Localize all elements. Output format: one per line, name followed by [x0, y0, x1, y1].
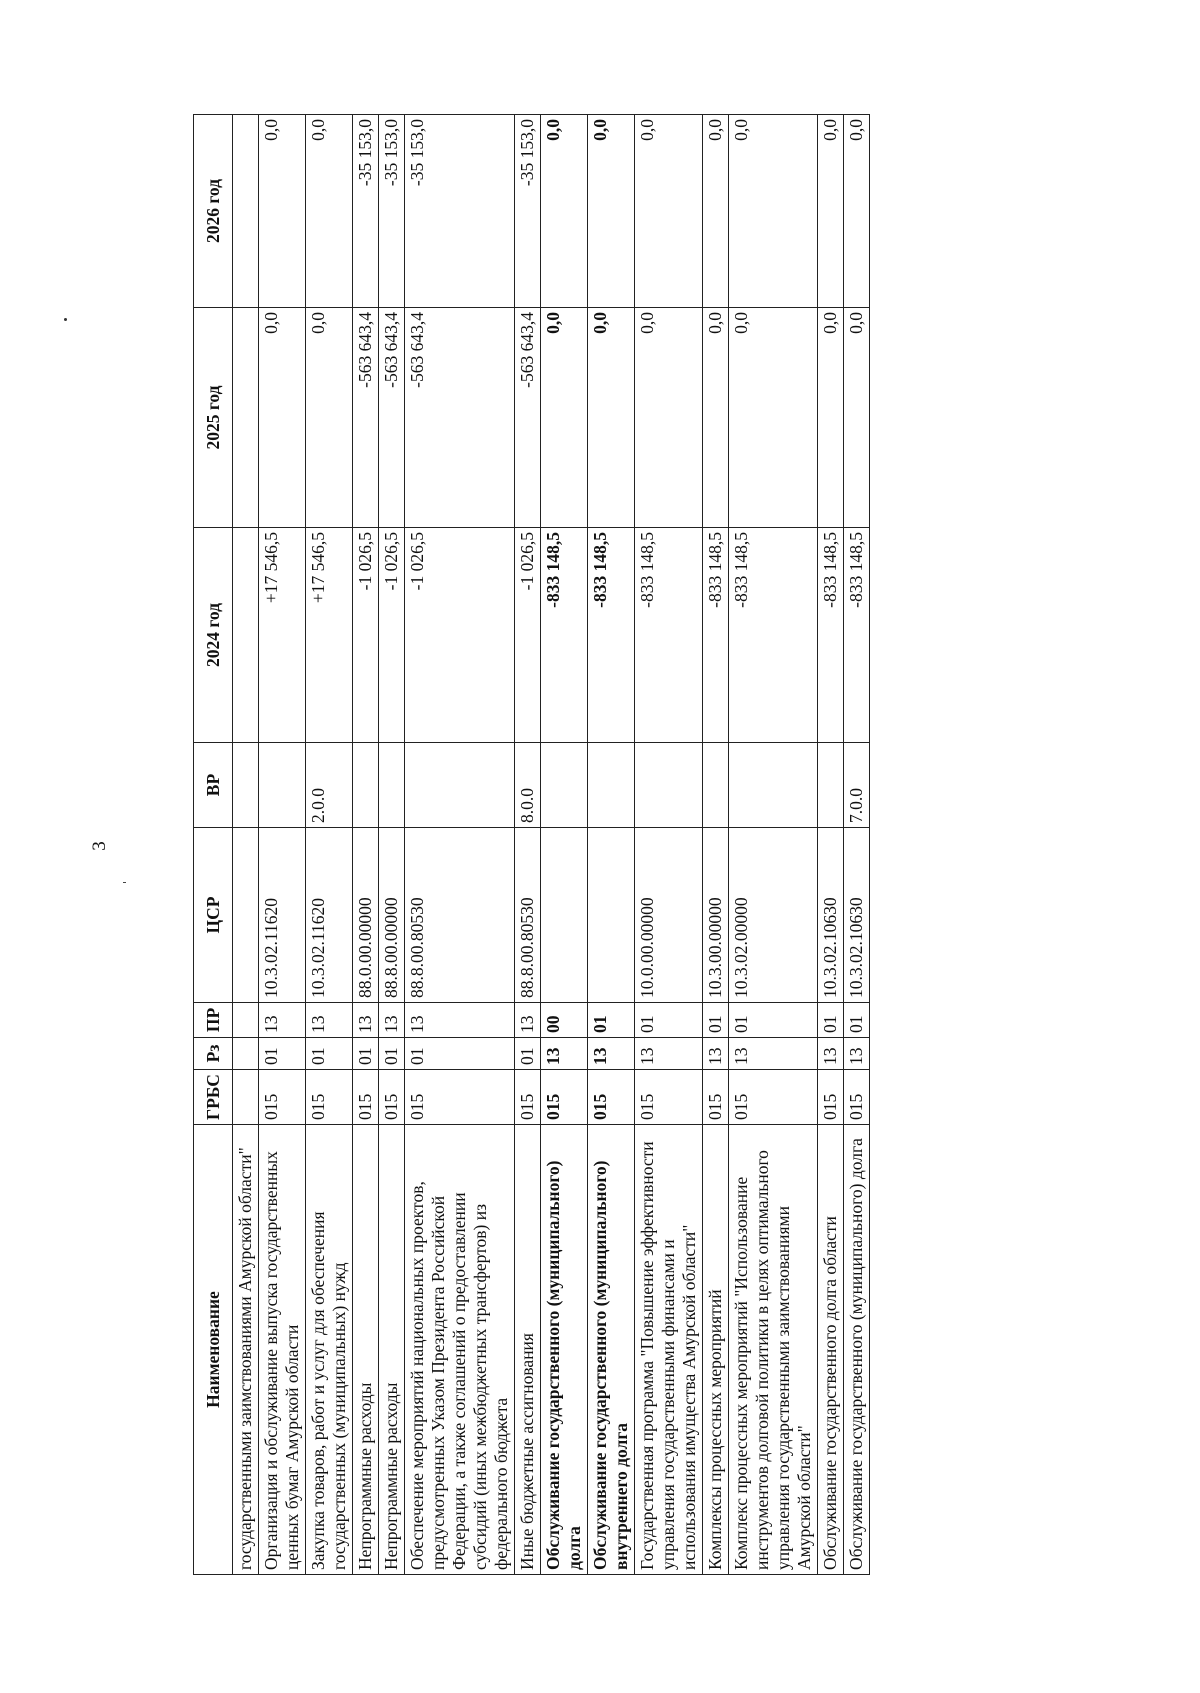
col-header-csr: ЦСР: [194, 828, 233, 1003]
cell-rz: 01: [306, 1038, 353, 1070]
cell-2026: -35 153,0: [379, 115, 405, 308]
cell-2026: -35 153,0: [405, 115, 515, 308]
cell-name: Комплексы процессных мероприятий: [703, 1125, 729, 1575]
cell-csr: 10.3.02.11620: [306, 828, 353, 1003]
cell-grbs: 015: [259, 1070, 306, 1125]
cell-pr: 01: [588, 1003, 635, 1038]
cell-2024: -1 026,5: [379, 528, 405, 743]
cell-2024: -833 148,5: [818, 528, 844, 743]
cell-2026: 0,0: [259, 115, 306, 308]
table-row: [515, 115, 541, 1575]
cell-csr: 88.0.00.00000: [353, 828, 379, 1003]
cell-name: государственными заимствованиями Амурской области": [233, 1125, 259, 1575]
cell-grbs: 015: [515, 1070, 541, 1125]
cell-vr: [588, 743, 635, 828]
cell-rz: [233, 1038, 259, 1070]
cell-vr: [729, 743, 818, 828]
cell-2025: 0,0: [541, 308, 588, 528]
cell-2024: -1 026,5: [405, 528, 515, 743]
table-row: [306, 115, 353, 1575]
cell-csr: 88.8.00.80530: [405, 828, 515, 1003]
cell-csr: [541, 828, 588, 1003]
table-row: [703, 115, 729, 1575]
table-row: [353, 115, 379, 1575]
table-row: [588, 115, 635, 1575]
cell-name: Обслуживание государственного (муниципального) внутреннего долга: [588, 1125, 635, 1575]
cell-2026: -35 153,0: [353, 115, 379, 308]
cell-csr: 10.3.02.10630: [844, 828, 870, 1003]
cell-csr: 10.3.02.10630: [818, 828, 844, 1003]
cell-2025: 0,0: [635, 308, 703, 528]
cell-2024: -833 148,5: [844, 528, 870, 743]
cell-name: Обеспечение мероприятий национальных проектов, предусмотренных Указом Президента Российской Федерации, а также соглашений о предоставлении субсидий (иных межбюджетных трансфертов) из федерального бюджета: [405, 1125, 515, 1575]
cell-csr: 10.3.02.11620: [259, 828, 306, 1003]
page-number: 3: [88, 841, 110, 851]
cell-grbs: 015: [703, 1070, 729, 1125]
cell-vr: [541, 743, 588, 828]
cell-name: Закупка товаров, работ и услуг для обеспечения государственных (муниципальных) нужд: [306, 1125, 353, 1575]
cell-2024: +17 546,5: [259, 528, 306, 743]
rotated-table-container: [193, 115, 1063, 1575]
cell-grbs: 015: [353, 1070, 379, 1125]
cell-vr: [259, 743, 306, 828]
cell-grbs: 015: [844, 1070, 870, 1125]
cell-pr: 01: [635, 1003, 703, 1038]
table-row: [405, 115, 515, 1575]
col-header-2024: 2024 год: [194, 528, 233, 743]
table-row: [844, 115, 870, 1575]
cell-pr: 13: [405, 1003, 515, 1038]
cell-2025: 0,0: [729, 308, 818, 528]
cell-rz: 01: [353, 1038, 379, 1070]
cell-pr: 01: [729, 1003, 818, 1038]
cell-2024: -1 026,5: [515, 528, 541, 743]
cell-vr: [818, 743, 844, 828]
cell-2026: [233, 115, 259, 308]
cell-vr: [379, 743, 405, 828]
table-row: [729, 115, 818, 1575]
cell-2026: 0,0: [818, 115, 844, 308]
cell-2025: 0,0: [588, 308, 635, 528]
cell-name: Непрограммные расходы: [379, 1125, 405, 1575]
cell-vr: [405, 743, 515, 828]
table-row: [541, 115, 588, 1575]
scan-speck: [64, 318, 67, 321]
col-header-grbs: ГРБС: [194, 1070, 233, 1125]
cell-rz: 13: [635, 1038, 703, 1070]
cell-name: Иные бюджетные ассигнования: [515, 1125, 541, 1575]
cell-csr: [588, 828, 635, 1003]
cell-2024: -833 148,5: [588, 528, 635, 743]
cell-2024: -833 148,5: [541, 528, 588, 743]
cell-pr: 13: [259, 1003, 306, 1038]
cell-vr: 8.0.0: [515, 743, 541, 828]
cell-2025: -563 643,4: [379, 308, 405, 528]
cell-csr: 88.8.00.80530: [515, 828, 541, 1003]
cell-rz: 13: [703, 1038, 729, 1070]
cell-2024: -833 148,5: [703, 528, 729, 743]
col-header-2025: 2025 год: [194, 308, 233, 528]
cell-2025: 0,0: [259, 308, 306, 528]
cell-grbs: [233, 1070, 259, 1125]
table-row: [233, 115, 259, 1575]
cell-pr: 13: [306, 1003, 353, 1038]
cell-csr: 88.8.00.00000: [379, 828, 405, 1003]
cell-grbs: 015: [729, 1070, 818, 1125]
cell-name: Государственная программа "Повышение эффективности управления государственными финансами и использования имущества Амурской области": [635, 1125, 703, 1575]
cell-name: Организация и обслуживание выпуска государственных ценных бумаг Амурской области: [259, 1125, 306, 1575]
cell-pr: 01: [703, 1003, 729, 1038]
cell-2024: [233, 528, 259, 743]
cell-pr: 13: [379, 1003, 405, 1038]
cell-2025: 0,0: [844, 308, 870, 528]
cell-2025: -563 643,4: [405, 308, 515, 528]
table-row: [379, 115, 405, 1575]
cell-2026: 0,0: [306, 115, 353, 308]
cell-2026: 0,0: [703, 115, 729, 308]
cell-vr: [635, 743, 703, 828]
cell-vr: [353, 743, 379, 828]
cell-name: Обслуживание государственного (муниципального) долга: [541, 1125, 588, 1575]
cell-csr: 10.0.00.00000: [635, 828, 703, 1003]
cell-rz: 01: [379, 1038, 405, 1070]
cell-rz: 13: [588, 1038, 635, 1070]
cell-name: Обслуживание государственного (муниципального) долга: [844, 1125, 870, 1575]
cell-2026: 0,0: [844, 115, 870, 308]
cell-name: Непрограммные расходы: [353, 1125, 379, 1575]
cell-name: Обслуживание государственного долга области: [818, 1125, 844, 1575]
col-header-2026: 2026 год: [194, 115, 233, 308]
cell-rz: 13: [818, 1038, 844, 1070]
table-row: [818, 115, 844, 1575]
cell-2024: -1 026,5: [353, 528, 379, 743]
cell-rz: 01: [515, 1038, 541, 1070]
table-row: [635, 115, 703, 1575]
cell-rz: 13: [729, 1038, 818, 1070]
cell-2026: 0,0: [541, 115, 588, 308]
cell-csr: 10.3.00.00000: [703, 828, 729, 1003]
cell-rz: 13: [541, 1038, 588, 1070]
cell-2025: 0,0: [703, 308, 729, 528]
cell-csr: 10.3.02.00000: [729, 828, 818, 1003]
cell-pr: 13: [353, 1003, 379, 1038]
table-header-row: [194, 115, 233, 1575]
col-header-rz: Рз: [194, 1038, 233, 1070]
cell-pr: 13: [515, 1003, 541, 1038]
cell-2026: 0,0: [588, 115, 635, 308]
cell-vr: [703, 743, 729, 828]
cell-grbs: 015: [306, 1070, 353, 1125]
cell-2025: 0,0: [306, 308, 353, 528]
cell-vr: [233, 743, 259, 828]
cell-2024: +17 546,5: [306, 528, 353, 743]
cell-2024: -833 148,5: [635, 528, 703, 743]
cell-2024: -833 148,5: [729, 528, 818, 743]
cell-grbs: 015: [635, 1070, 703, 1125]
cell-grbs: 015: [405, 1070, 515, 1125]
cell-rz: 13: [844, 1038, 870, 1070]
cell-grbs: 015: [588, 1070, 635, 1125]
budget-table: [193, 114, 870, 1575]
cell-2025: [233, 308, 259, 528]
col-header-pr: ПР: [194, 1003, 233, 1038]
col-header-vr: ВР: [194, 743, 233, 828]
cell-2026: 0,0: [635, 115, 703, 308]
table-row: [259, 115, 306, 1575]
cell-vr: 7.0.0: [844, 743, 870, 828]
cell-rz: 01: [259, 1038, 306, 1070]
cell-rz: 01: [405, 1038, 515, 1070]
cell-2025: -563 643,4: [353, 308, 379, 528]
col-header-name: Наименование: [194, 1125, 233, 1575]
cell-2026: -35 153,0: [515, 115, 541, 308]
cell-grbs: 015: [379, 1070, 405, 1125]
cell-pr: 00: [541, 1003, 588, 1038]
cell-2025: 0,0: [818, 308, 844, 528]
cell-2025: -563 643,4: [515, 308, 541, 528]
cell-pr: 01: [844, 1003, 870, 1038]
cell-grbs: 015: [818, 1070, 844, 1125]
cell-csr: [233, 828, 259, 1003]
cell-grbs: 015: [541, 1070, 588, 1125]
cell-2026: 0,0: [729, 115, 818, 308]
cell-pr: 01: [818, 1003, 844, 1038]
scan-speck: [123, 882, 126, 883]
cell-vr: 2.0.0: [306, 743, 353, 828]
table-body: [233, 115, 870, 1575]
cell-name: Комплекс процессных мероприятий "Использование инструментов долговой политики в целях оптимального управления государственными заимствованиями Амурской области": [729, 1125, 818, 1575]
cell-pr: [233, 1003, 259, 1038]
